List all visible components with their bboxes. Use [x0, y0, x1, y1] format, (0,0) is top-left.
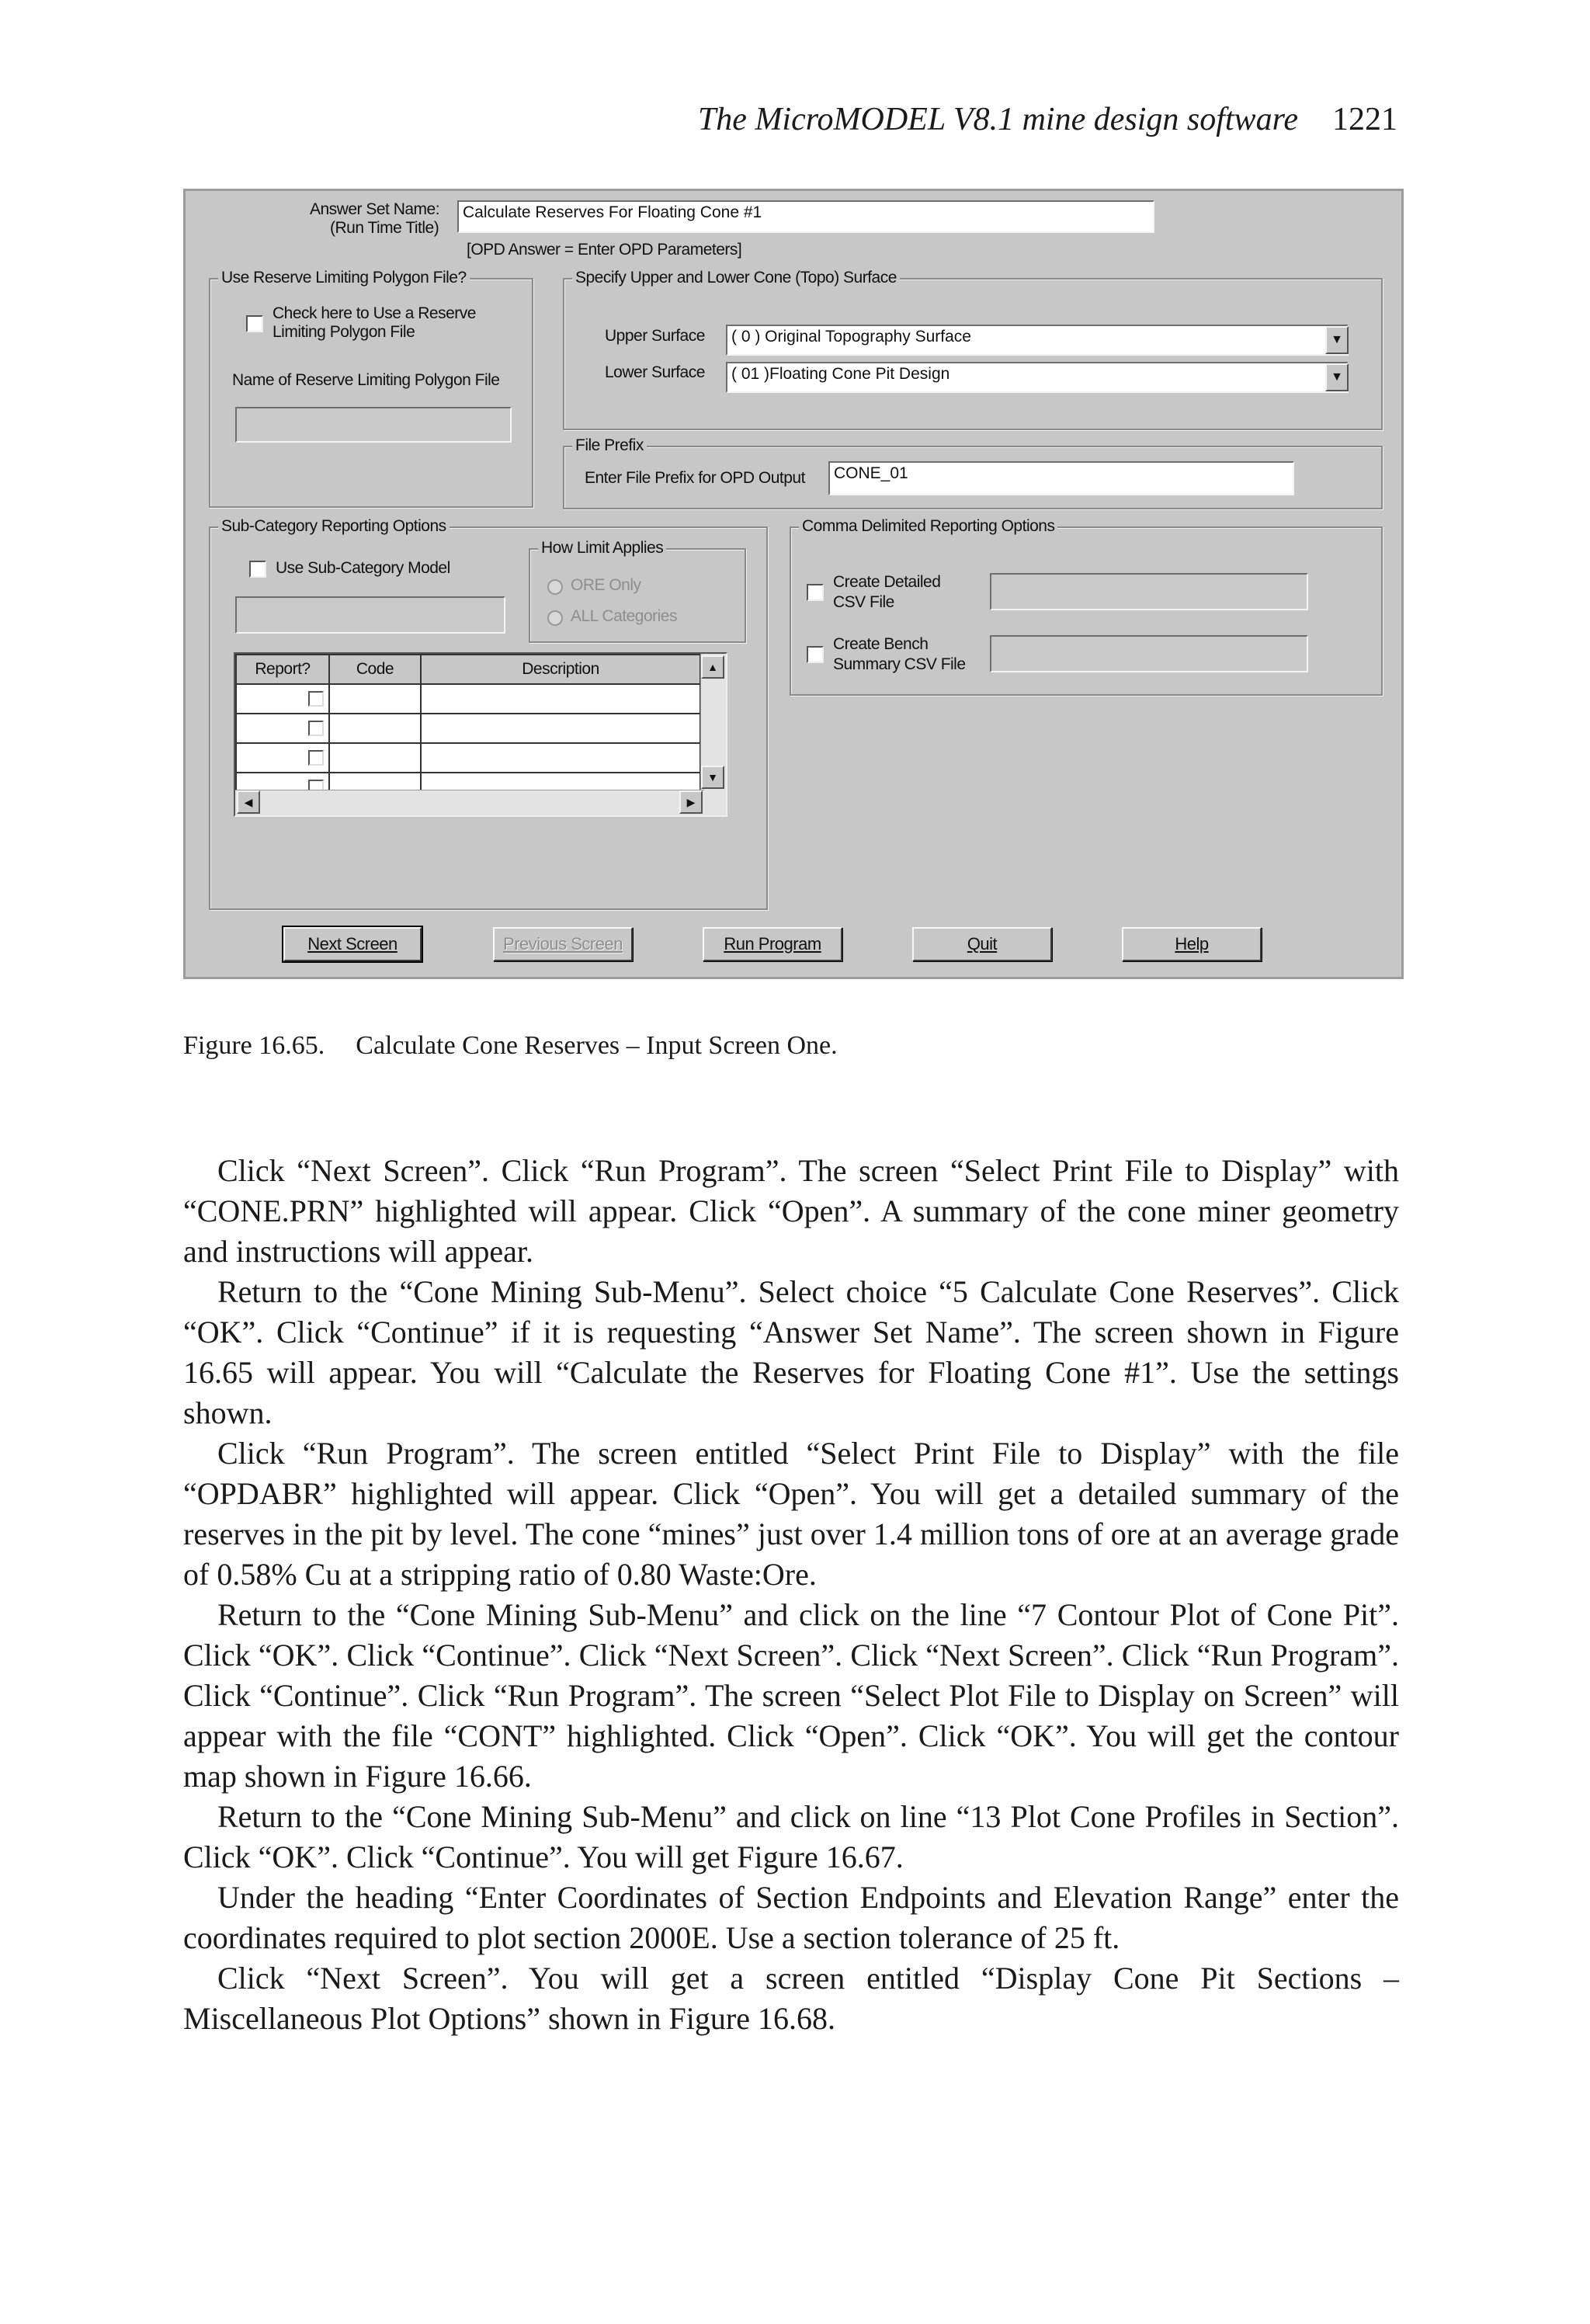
figure-number: Figure 16.65.	[183, 1031, 325, 1060]
run-program-button[interactable]: Run Program	[703, 927, 842, 961]
radio-ore-only[interactable]	[547, 579, 563, 595]
subcategory-grid[interactable]	[234, 652, 727, 817]
run-time-title-label: (Run Time Title)	[330, 219, 439, 237]
figure-caption-text: Calculate Cone Reserves – Input Screen One.	[356, 1031, 838, 1060]
table-row[interactable]	[236, 743, 700, 773]
quit-button[interactable]: Quit	[912, 927, 1052, 961]
answer-set-input[interactable]: Calculate Reserves For Floating Cone #1	[457, 200, 1154, 233]
horizontal-scrollbar[interactable]	[235, 790, 704, 815]
subcategory-check-label: Use Sub-Category Model	[276, 559, 450, 577]
reserve-name-label: Name of Reserve Limiting Polygon File	[232, 371, 500, 389]
bench-csv-label-2: Summary CSV File	[833, 655, 966, 673]
row-report-checkbox[interactable]	[308, 721, 324, 736]
paragraph: Click “Next Screen”. Click “Run Program”. The screen “Select Print File to Display” with “CONE.PRN” highlighted will appear. Click “Open”. A summary of the cone miner geometry and instructions will appear.	[183, 1153, 1399, 1269]
reserve-check-label-2: Limiting Polygon File	[273, 323, 415, 341]
running-head-title: The MicroMODEL V8.1 mine design software	[697, 102, 1298, 137]
detailed-csv-field[interactable]	[990, 573, 1308, 610]
figure-caption	[183, 1031, 838, 1061]
reserve-check-label-1: Check here to Use a Reserve	[273, 304, 476, 322]
paragraph: Click “Run Program”. The screen entitled “Select Print File to Display” with the file “OPDABR” highlighted will appear. Click “Open”. You will get a detailed summary of the reserves in the pit by level. The cone “mines” just over 1.4 million tons of ore at an average grade of 0.58% Cu at a stripping ratio of 0.80 Waste:Ore.	[183, 1436, 1399, 1592]
page-number: 1221	[1332, 102, 1397, 137]
csv-group-title: Comma Delimited Reporting Options	[799, 517, 1057, 536]
subcategory-model-field[interactable]	[235, 596, 505, 634]
previous-screen-button[interactable]: Previous Screen	[493, 927, 633, 961]
reserve-group-title: Use Reserve Limiting Polygon File?	[218, 269, 470, 287]
paragraph: Return to the “Cone Mining Sub-Menu” and click on line “13 Plot Cone Profiles in Section”. Click “OK”. Click “Continue”. You will get Figure 16.67.	[183, 1799, 1399, 1874]
limit-applies-group	[529, 539, 746, 643]
column-report[interactable]: Report?	[236, 655, 329, 684]
bench-csv-field[interactable]	[990, 635, 1308, 672]
radio-all-categories[interactable]	[547, 610, 563, 626]
limit-applies-title: How Limit Applies	[538, 539, 666, 558]
chevron-down-icon[interactable]: ▼	[1325, 363, 1349, 391]
paragraph: Return to the “Cone Mining Sub-Menu” and click on the line “7 Contour Plot of Cone Pit”. Click “OK”. Click “Continue”. Click “Next Screen”. Click “Next Screen”. Click “Run Program”. Click “Continue”. Click “Run Program”. The screen “Select Plot File to Display on Screen” will appear with the file “CONT” highlighted. Click “Open”. Click “OK”. You will get the contour map shown in Figure 16.66.	[183, 1597, 1399, 1794]
bench-csv-label-1: Create Bench	[833, 635, 929, 653]
file-prefix-title: File Prefix	[572, 436, 647, 455]
bench-csv-checkbox[interactable]	[807, 646, 824, 663]
file-prefix-label: Enter File Prefix for OPD Output	[585, 469, 805, 487]
paragraph: Click “Next Screen”. You will get a screen entitled “Display Cone Pit Sections – Miscellaneous Plot Options” shown in Figure 16.68.	[183, 1961, 1399, 2036]
running-head	[698, 101, 1397, 138]
upper-surface-label: Upper Surface	[605, 327, 705, 345]
radio-ore-only-label: ORE Only	[571, 576, 641, 594]
row-report-checkbox[interactable]	[308, 750, 324, 766]
scroll-right-icon[interactable]: ▶	[679, 790, 703, 814]
detailed-csv-checkbox[interactable]	[807, 584, 824, 601]
subcategory-checkbox[interactable]	[249, 561, 266, 578]
opd-answer-note: [OPD Answer = Enter OPD Parameters]	[467, 241, 742, 259]
column-code[interactable]: Code	[329, 655, 421, 684]
lower-surface-select[interactable]: ( 01 )Floating Cone Pit Design	[726, 362, 1349, 393]
detailed-csv-label-2: CSV File	[833, 593, 894, 611]
table-header-row	[236, 655, 700, 684]
scroll-left-icon[interactable]: ◀	[237, 790, 260, 814]
upper-surface-select[interactable]: ( 0 ) Original Topography Surface	[726, 325, 1349, 356]
surface-group-title: Specify Upper and Lower Cone (Topo) Surface	[572, 269, 900, 287]
table-row[interactable]	[236, 714, 700, 743]
body-text	[183, 1151, 1399, 2039]
radio-all-categories-label: ALL Categories	[571, 607, 677, 625]
row-report-checkbox[interactable]	[308, 691, 324, 707]
answer-set-label: Answer Set Name:	[310, 200, 440, 218]
table-row[interactable]	[236, 684, 700, 714]
paragraph: Return to the “Cone Mining Sub-Menu”. Select choice “5 Calculate Cone Reserves”. Click “OK”. Click “Continue” if it is requesting “Answer Set Name”. The screen shown in Figure 16.65 will appear. You will “Calculate the Reserves for Floating Cone #1”. Use the settings shown.	[183, 1274, 1399, 1430]
paragraph: Under the heading “Enter Coordinates of Section Endpoints and Elevation Range” enter the coordinates required to plot section 2000E. Use a section tolerance of 25 ft.	[183, 1880, 1399, 1955]
subcategory-group-title: Sub-Category Reporting Options	[218, 517, 450, 536]
detailed-csv-label-1: Create Detailed	[833, 573, 941, 591]
file-prefix-input[interactable]: CONE_01	[828, 461, 1294, 495]
scroll-up-icon[interactable]: ▲	[701, 655, 724, 679]
chevron-down-icon[interactable]: ▼	[1325, 326, 1349, 354]
next-screen-button[interactable]: Next Screen	[283, 927, 422, 961]
column-description[interactable]: Description	[421, 655, 700, 684]
figure-screenshot	[183, 189, 1404, 979]
lower-surface-label: Lower Surface	[605, 363, 705, 381]
reserve-polygon-file-field[interactable]	[235, 407, 512, 443]
help-button[interactable]: Help	[1122, 927, 1262, 961]
scroll-down-icon[interactable]: ▼	[701, 766, 724, 789]
reserve-polygon-checkbox[interactable]	[246, 315, 263, 332]
